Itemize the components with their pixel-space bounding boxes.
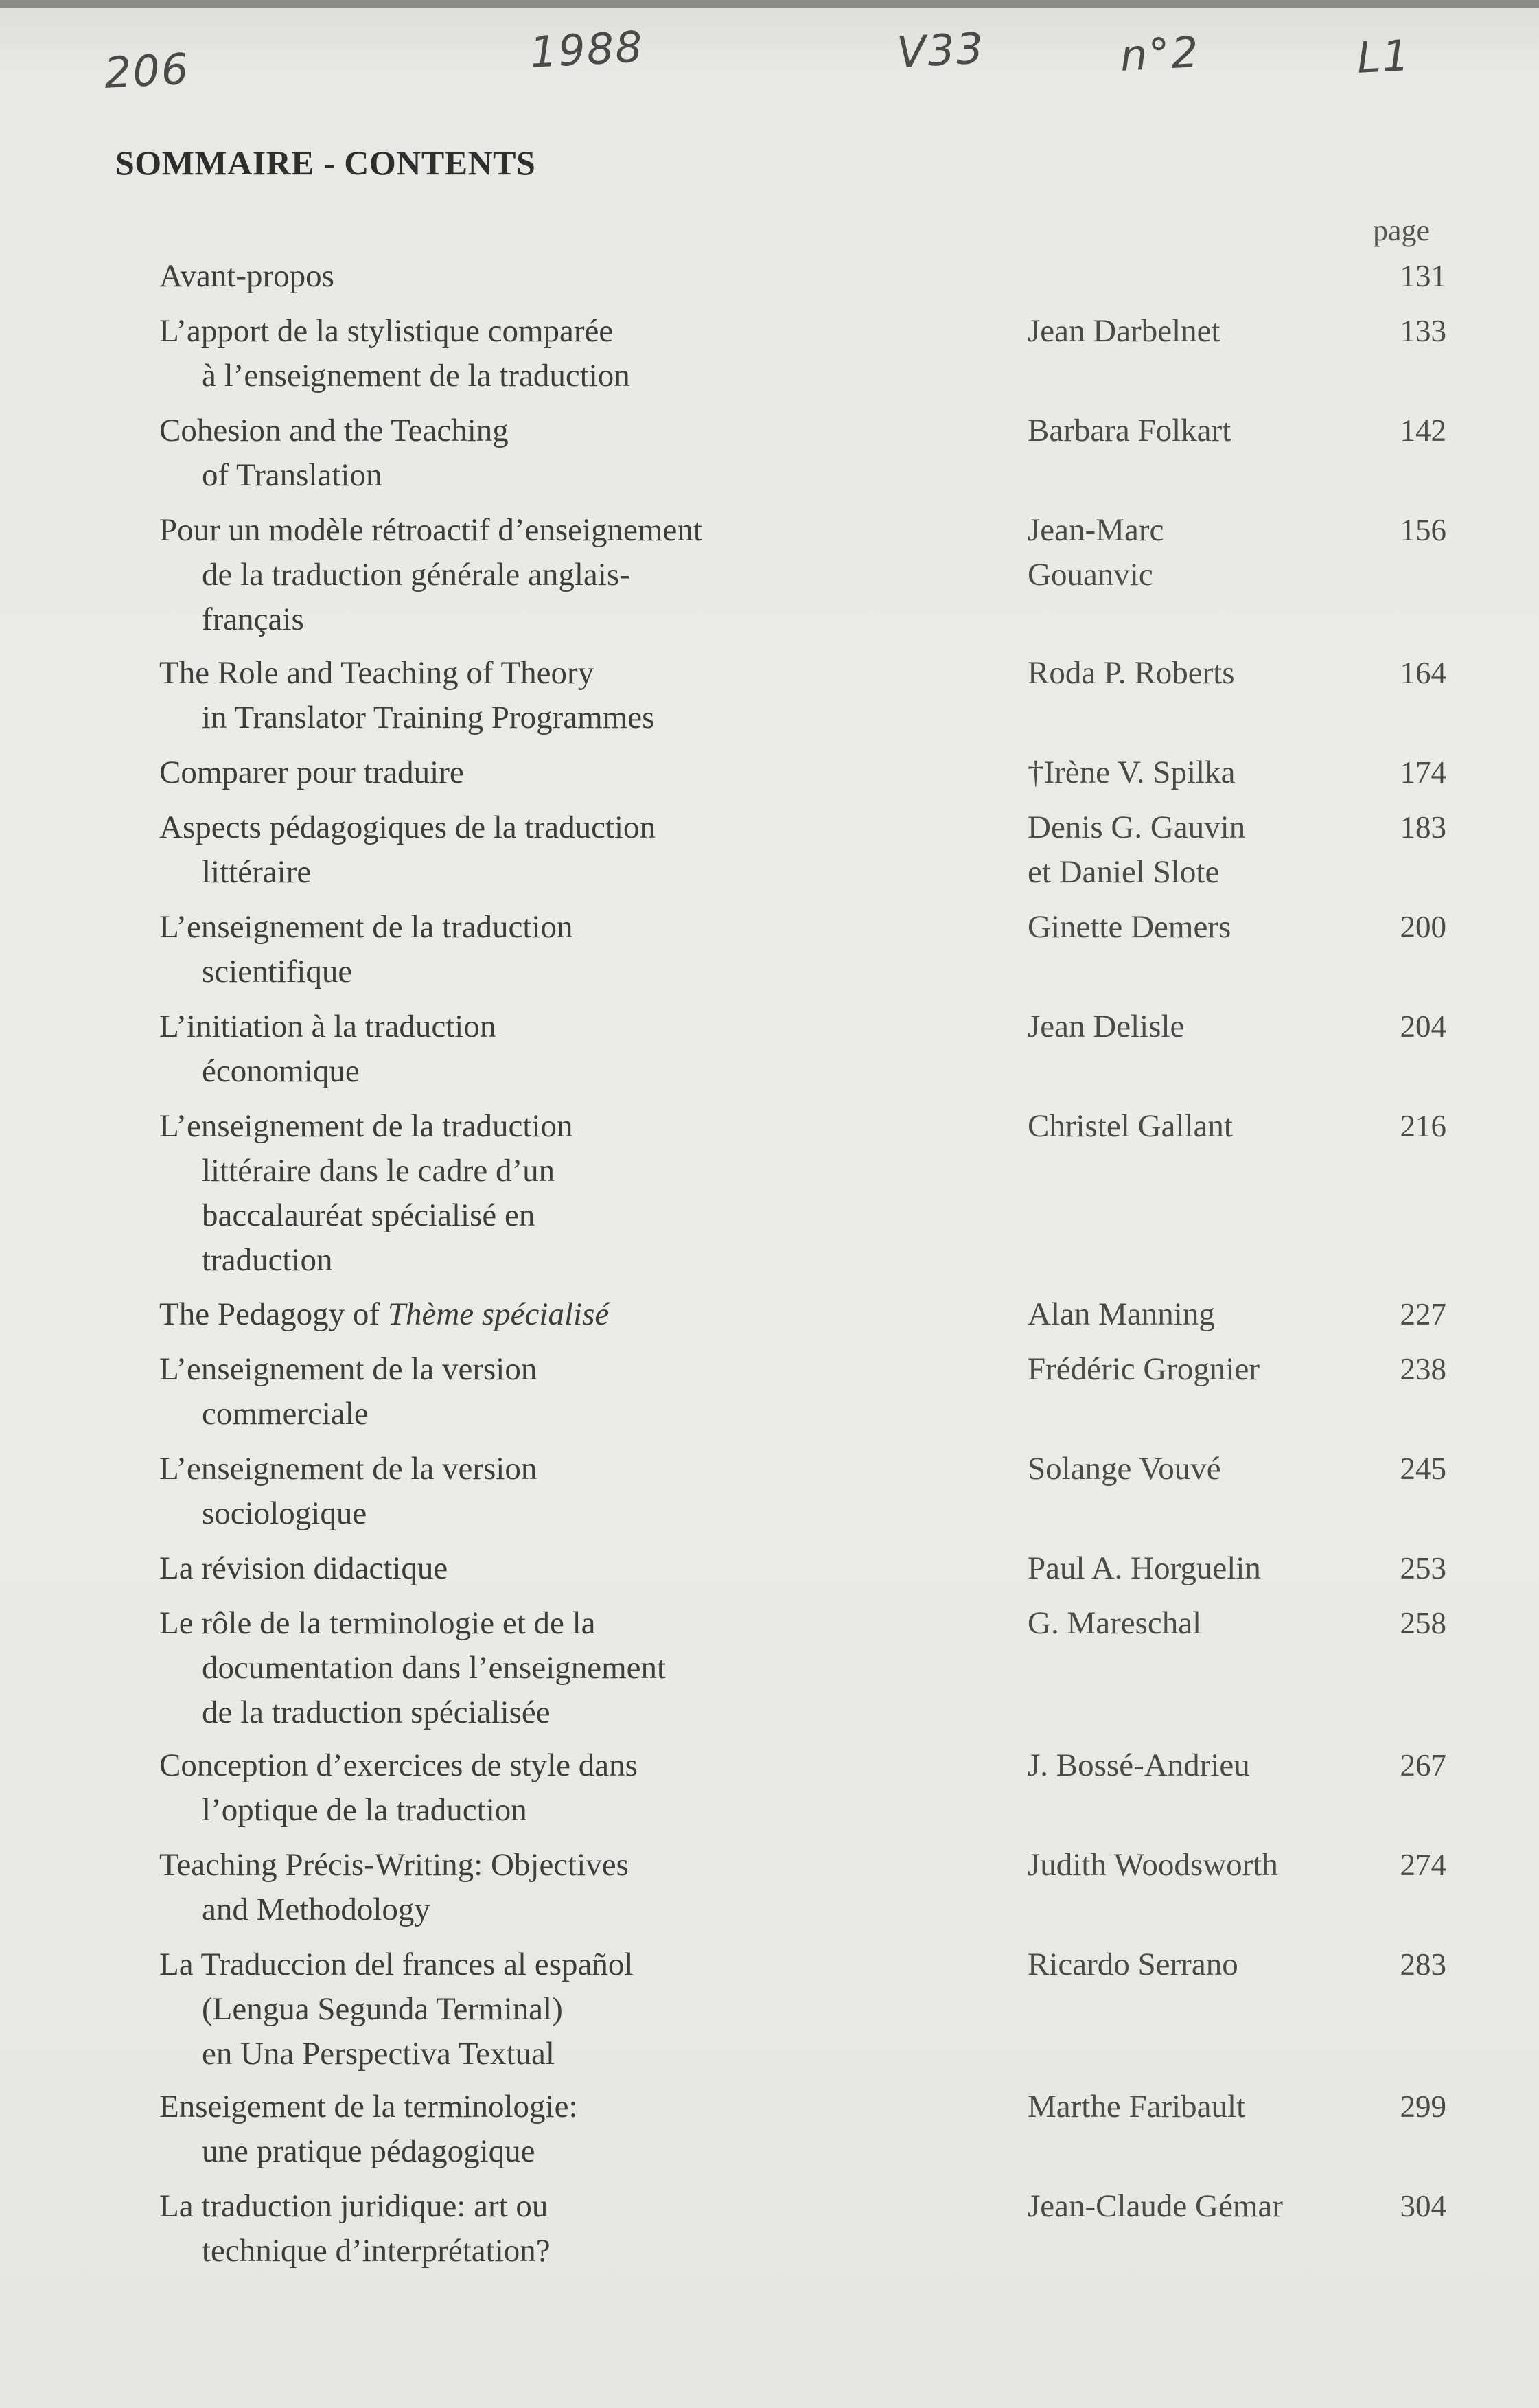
entry-title [159, 1843, 1004, 1932]
entry-title-line: L’enseignement de la traduction [159, 1108, 573, 1144]
entry-title [159, 1292, 1004, 1337]
entry-title-line: L’apport de la stylistique comparée [159, 313, 614, 349]
entry-author-line: Gouanvic [1028, 557, 1153, 593]
entry-author [1028, 1843, 1350, 1888]
entry-title-line: L’initiation à la traduction [159, 1009, 496, 1044]
entry-title [159, 2085, 1004, 2174]
entry-author [1028, 1347, 1350, 1392]
entry-title-line: scientifique [202, 954, 353, 989]
entry-title-line: in Translator Training Programmes [202, 700, 655, 735]
entry-author [1028, 1743, 1350, 1788]
entry-title-line: (Lengua Segunda Terminal) [202, 1991, 563, 2027]
entry-title [159, 1601, 1004, 1735]
entry-author [1028, 2184, 1350, 2229]
handwritten-year: 1988 [529, 21, 645, 78]
entry-author-line: Marthe Faribault [1028, 2089, 1246, 2124]
entry-page-number: 204 [1400, 1009, 1446, 1044]
entry-title-line: de la traduction générale anglais- [202, 557, 630, 593]
entry-page-number: 174 [1400, 755, 1446, 790]
entry-title-line: français [202, 601, 304, 637]
entry-page-number: 267 [1400, 1748, 1446, 1782]
entry-author [1028, 508, 1350, 597]
entry-author-line: Ginette Demers [1028, 909, 1231, 945]
entry-title [159, 1743, 1004, 1833]
entry-title-line: Teaching Précis-Writing: Objectives [159, 1847, 629, 1883]
entry-page-number: 164 [1400, 656, 1446, 690]
entry-page-number: 245 [1400, 1452, 1446, 1486]
entry-page-number: 299 [1400, 2089, 1446, 2124]
entry-page-number: 142 [1400, 413, 1446, 448]
entry-author-line: Solange Vouvé [1028, 1451, 1221, 1487]
top-edge-shadow [0, 0, 1539, 8]
handwritten-issue: n°2 [1119, 26, 1201, 81]
entry-author-line: Jean Darbelnet [1028, 313, 1220, 349]
entry-page-number: 253 [1400, 1551, 1446, 1585]
entry-author [1028, 750, 1350, 795]
entry-title-line: The Role and Teaching of Theory [159, 655, 594, 691]
entry-author [1028, 1601, 1350, 1646]
entry-title-line: sociologique [202, 1495, 367, 1531]
entry-title [159, 1347, 1004, 1436]
entry-author [1028, 1546, 1350, 1591]
entry-author-line: Ricardo Serrano [1028, 1947, 1238, 1982]
entry-page-number: 258 [1400, 1606, 1446, 1640]
entry-title-line: The Pedagogy of [159, 1296, 388, 1332]
entry-title-line: de la traduction spécialisée [202, 1695, 551, 1730]
entry-title-line: une pratique pédagogique [202, 2133, 535, 2169]
entry-author-line: Barbara Folkart [1028, 413, 1231, 448]
entry-author-line: et Daniel Slote [1028, 854, 1220, 890]
entry-author-line: Roda P. Roberts [1028, 655, 1235, 691]
entry-page-number: 238 [1400, 1352, 1446, 1386]
entry-author [1028, 905, 1350, 950]
entry-page-number: 283 [1400, 1947, 1446, 1982]
entry-author [1028, 409, 1350, 453]
entry-page-number: 131 [1400, 259, 1446, 293]
entry-title [159, 905, 1004, 994]
entry-title [159, 1942, 1004, 2076]
entry-title-italic: Thème spécialisé [387, 1296, 610, 1332]
entry-title-line: Enseigement de la terminologie: [159, 2089, 578, 2124]
entry-author [1028, 805, 1350, 895]
entry-title-line: L’enseignement de la traduction [159, 909, 573, 945]
entry-page-number: 227 [1400, 1297, 1446, 1331]
entry-author [1028, 1292, 1350, 1337]
entry-page-number: 216 [1400, 1109, 1446, 1143]
entry-title-line: and Methodology [202, 1892, 430, 1927]
entry-author-line: J. Bossé-Andrieu [1028, 1747, 1250, 1783]
entry-title-line: Pour un modèle rétroactif d’enseignement [159, 512, 702, 548]
entry-title-line: Comparer pour traduire [159, 755, 464, 790]
entry-title-line: La révision didactique [159, 1550, 448, 1586]
handwritten-volume: V33 [896, 23, 986, 78]
entry-title-line: Cohesion and the Teaching [159, 413, 509, 448]
entry-title [159, 254, 1004, 299]
entry-author-line: G. Mareschal [1028, 1605, 1202, 1641]
entry-author-line: Christel Gallant [1028, 1108, 1233, 1144]
entry-author-line: Denis G. Gauvin [1028, 810, 1246, 845]
entry-title-line: traduction [202, 1242, 333, 1278]
entry-title [159, 309, 1004, 398]
entry-title-line: technique d’interprétation? [202, 2233, 551, 2269]
entry-author-line: Jean Delisle [1028, 1009, 1185, 1044]
entry-title-line: Le rôle de la terminologie et de la [159, 1605, 596, 1641]
entry-title-line: en Una Perspectiva Textual [202, 2036, 555, 2072]
entry-page-number: 274 [1400, 1848, 1446, 1882]
entry-title [159, 508, 1004, 642]
entry-title-line: L’enseignement de la version [159, 1351, 537, 1387]
entry-title [159, 1546, 1004, 1591]
entry-page-number: 304 [1400, 2189, 1446, 2223]
entry-page-number: 156 [1400, 513, 1446, 547]
entry-title [159, 651, 1004, 740]
handwritten-mark: L1 [1356, 30, 1412, 83]
entry-author-line: Alan Manning [1028, 1296, 1215, 1332]
entry-title-line: of Translation [202, 457, 382, 493]
entry-author-line: Frédéric Grognier [1028, 1351, 1260, 1387]
entry-author-line: †Irène V. Spilka [1028, 755, 1236, 790]
entry-title [159, 805, 1004, 895]
entry-page-number: 200 [1400, 910, 1446, 944]
contents-heading: SOMMAIRE - CONTENTS [115, 144, 536, 182]
entry-author-line: Paul A. Horguelin [1028, 1550, 1261, 1586]
entry-title-line: littéraire [202, 854, 312, 890]
entry-title-line: Conception d’exercices de style dans [159, 1747, 638, 1783]
entry-title-line: documentation dans l’enseignement [202, 1650, 667, 1686]
entry-title-line: La Traduccion del frances al español [159, 1947, 634, 1982]
page-column-label: page [1373, 214, 1431, 247]
entry-title-line: La traduction juridique: art ou [159, 2188, 548, 2224]
entry-title [159, 2184, 1004, 2273]
entry-author [1028, 2085, 1350, 2129]
entry-author [1028, 1942, 1350, 1987]
entry-title-line: à l’enseignement de la traduction [202, 358, 630, 393]
entry-author [1028, 309, 1350, 354]
entry-title-line: l’optique de la traduction [202, 1792, 527, 1828]
entry-title [159, 750, 1004, 795]
entry-title-line: commerciale [202, 1396, 369, 1432]
entry-title-line: littéraire dans le cadre d’un [202, 1153, 555, 1189]
entry-title-line: économique [202, 1053, 360, 1089]
entry-author-line: Judith Woodsworth [1028, 1847, 1278, 1883]
entry-author [1028, 1104, 1350, 1149]
entry-title [159, 1447, 1004, 1536]
entry-author [1028, 651, 1350, 696]
entry-author-line: Jean-Marc [1028, 512, 1164, 548]
entry-title [159, 1005, 1004, 1094]
entry-page-number: 133 [1400, 314, 1446, 348]
entry-author [1028, 1005, 1350, 1049]
entry-title [159, 409, 1004, 498]
entry-page-number: 183 [1400, 810, 1446, 845]
handwritten-page-number: 206 [103, 43, 191, 98]
entry-title-line: Avant-propos [159, 258, 334, 294]
entry-title-line: Aspects pédagogiques de la traduction [159, 810, 656, 845]
entry-author [1028, 1447, 1350, 1491]
entry-title-line: baccalauréat spécialisé en [202, 1197, 535, 1233]
entry-title-line: L’enseignement de la version [159, 1451, 537, 1487]
entry-author-line: Jean-Claude Gémar [1028, 2188, 1283, 2224]
entry-title [159, 1104, 1004, 1283]
